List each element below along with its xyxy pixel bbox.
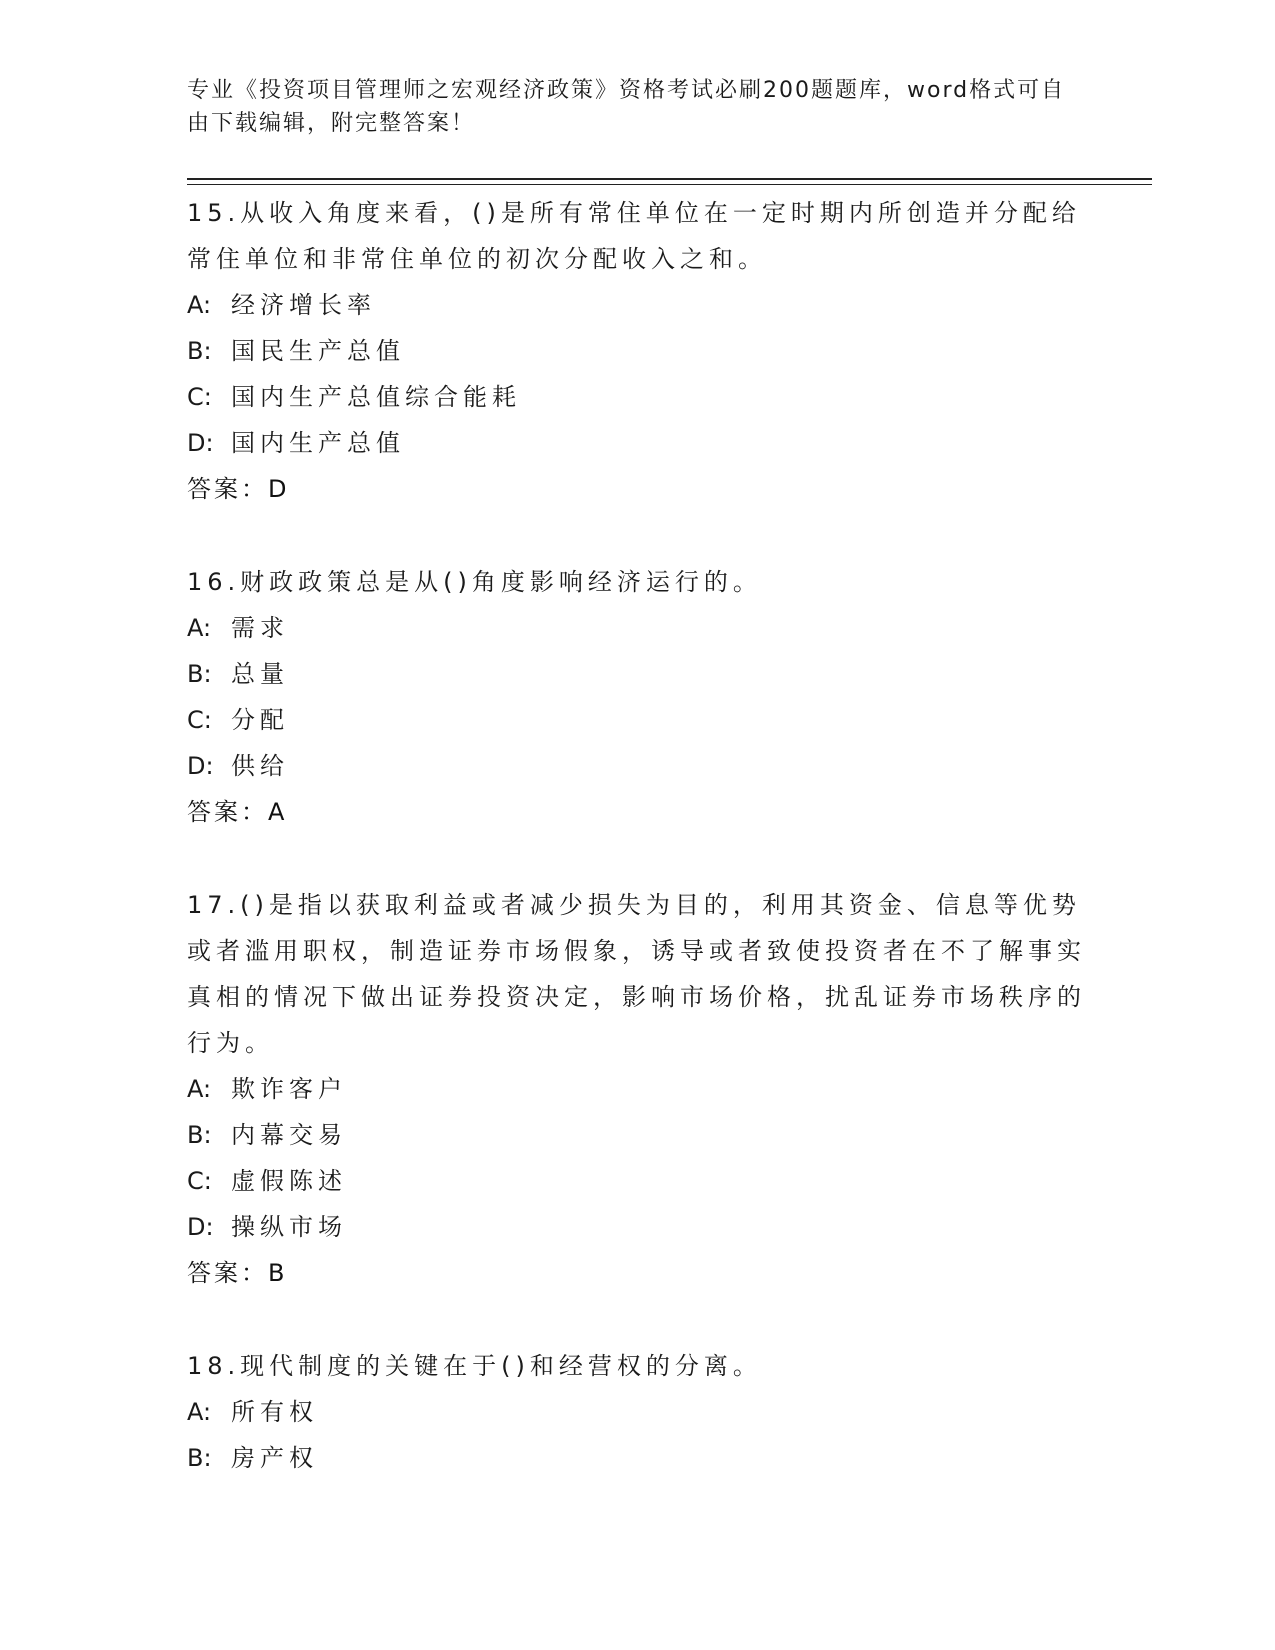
- header-divider: [187, 178, 1152, 185]
- answer-label: 答案：: [187, 798, 268, 826]
- option-text: 内幕交易: [231, 1121, 347, 1149]
- option-letter: B:: [187, 1121, 212, 1149]
- option-text: 虚假陈述: [231, 1167, 347, 1195]
- option-text: 经济增长率: [231, 291, 376, 319]
- option-letter: D:: [187, 1213, 214, 1241]
- answer-line: [187, 789, 1087, 835]
- option-text: 房产权: [231, 1444, 318, 1472]
- answer-label: 答案：: [187, 475, 268, 503]
- answer-value: D: [268, 475, 288, 503]
- option-d: [187, 1204, 1087, 1250]
- option-a: [187, 282, 1087, 328]
- option-d: [187, 743, 1087, 789]
- option-letter: B:: [187, 660, 212, 688]
- option-text: 总量: [231, 660, 289, 688]
- option-text: 分配: [231, 706, 289, 734]
- answer-line: [187, 1250, 1087, 1296]
- option-text: 国内生产总值综合能耗: [231, 383, 521, 411]
- option-text: 供给: [231, 752, 289, 780]
- answer-label: 答案：: [187, 1259, 268, 1287]
- option-letter: A:: [187, 1398, 212, 1426]
- option-text: 国民生产总值: [231, 337, 405, 365]
- question-16: [187, 559, 1087, 835]
- option-text: 国内生产总值: [231, 429, 405, 457]
- option-d: [187, 420, 1087, 466]
- option-a: [187, 1389, 1087, 1435]
- option-letter: A:: [187, 614, 212, 642]
- option-a: [187, 1066, 1087, 1112]
- option-text: 所有权: [231, 1398, 318, 1426]
- answer-value: B: [268, 1259, 286, 1287]
- question-18: [187, 1343, 1087, 1481]
- option-letter: C:: [187, 706, 212, 734]
- option-b: [187, 1112, 1087, 1158]
- answer-line: [187, 466, 1087, 512]
- answer-value: A: [268, 798, 286, 826]
- option-letter: D:: [187, 752, 214, 780]
- option-letter: C:: [187, 1167, 212, 1195]
- question-list: [187, 190, 1087, 1528]
- question-text: 16.财政政策总是从()角度影响经济运行的。: [187, 568, 762, 596]
- option-letter: B:: [187, 1444, 212, 1472]
- option-b: [187, 328, 1087, 374]
- question-text: 18.现代制度的关键在于()和经营权的分离。: [187, 1352, 762, 1380]
- option-letter: B:: [187, 337, 212, 365]
- question-15: [187, 190, 1087, 512]
- option-c: [187, 374, 1087, 420]
- option-text: 操纵市场: [231, 1213, 347, 1241]
- question-17: [187, 882, 1087, 1296]
- option-letter: A:: [187, 1075, 212, 1103]
- option-text: 需求: [231, 614, 289, 642]
- option-c: [187, 1158, 1087, 1204]
- question-text: 17.()是指以获取利益或者减少损失为目的，利用其资金、信息等优势或者滥用职权，制造证券市场假象，诱导或者致使投资者在不了解事实真相的情况下做出证券投资决定，影响市场价格，扰乱证券市场秩序的行为。: [187, 891, 1086, 1057]
- document-header: 专业《投资项目管理师之宏观经济政策》资格考试必刷200题题库，word格式可自由下载编辑，附完整答案！: [187, 78, 1066, 136]
- option-b: [187, 1435, 1087, 1481]
- option-b: [187, 651, 1087, 697]
- question-text: 15.从收入角度来看，()是所有常住单位在一定时期内所创造并分配给常住单位和非常住单位的初次分配收入之和。: [187, 199, 1081, 273]
- option-c: [187, 697, 1087, 743]
- option-letter: C:: [187, 383, 212, 411]
- option-a: [187, 605, 1087, 651]
- option-letter: A:: [187, 291, 212, 319]
- option-letter: D:: [187, 429, 214, 457]
- option-text: 欺诈客户: [231, 1075, 347, 1103]
